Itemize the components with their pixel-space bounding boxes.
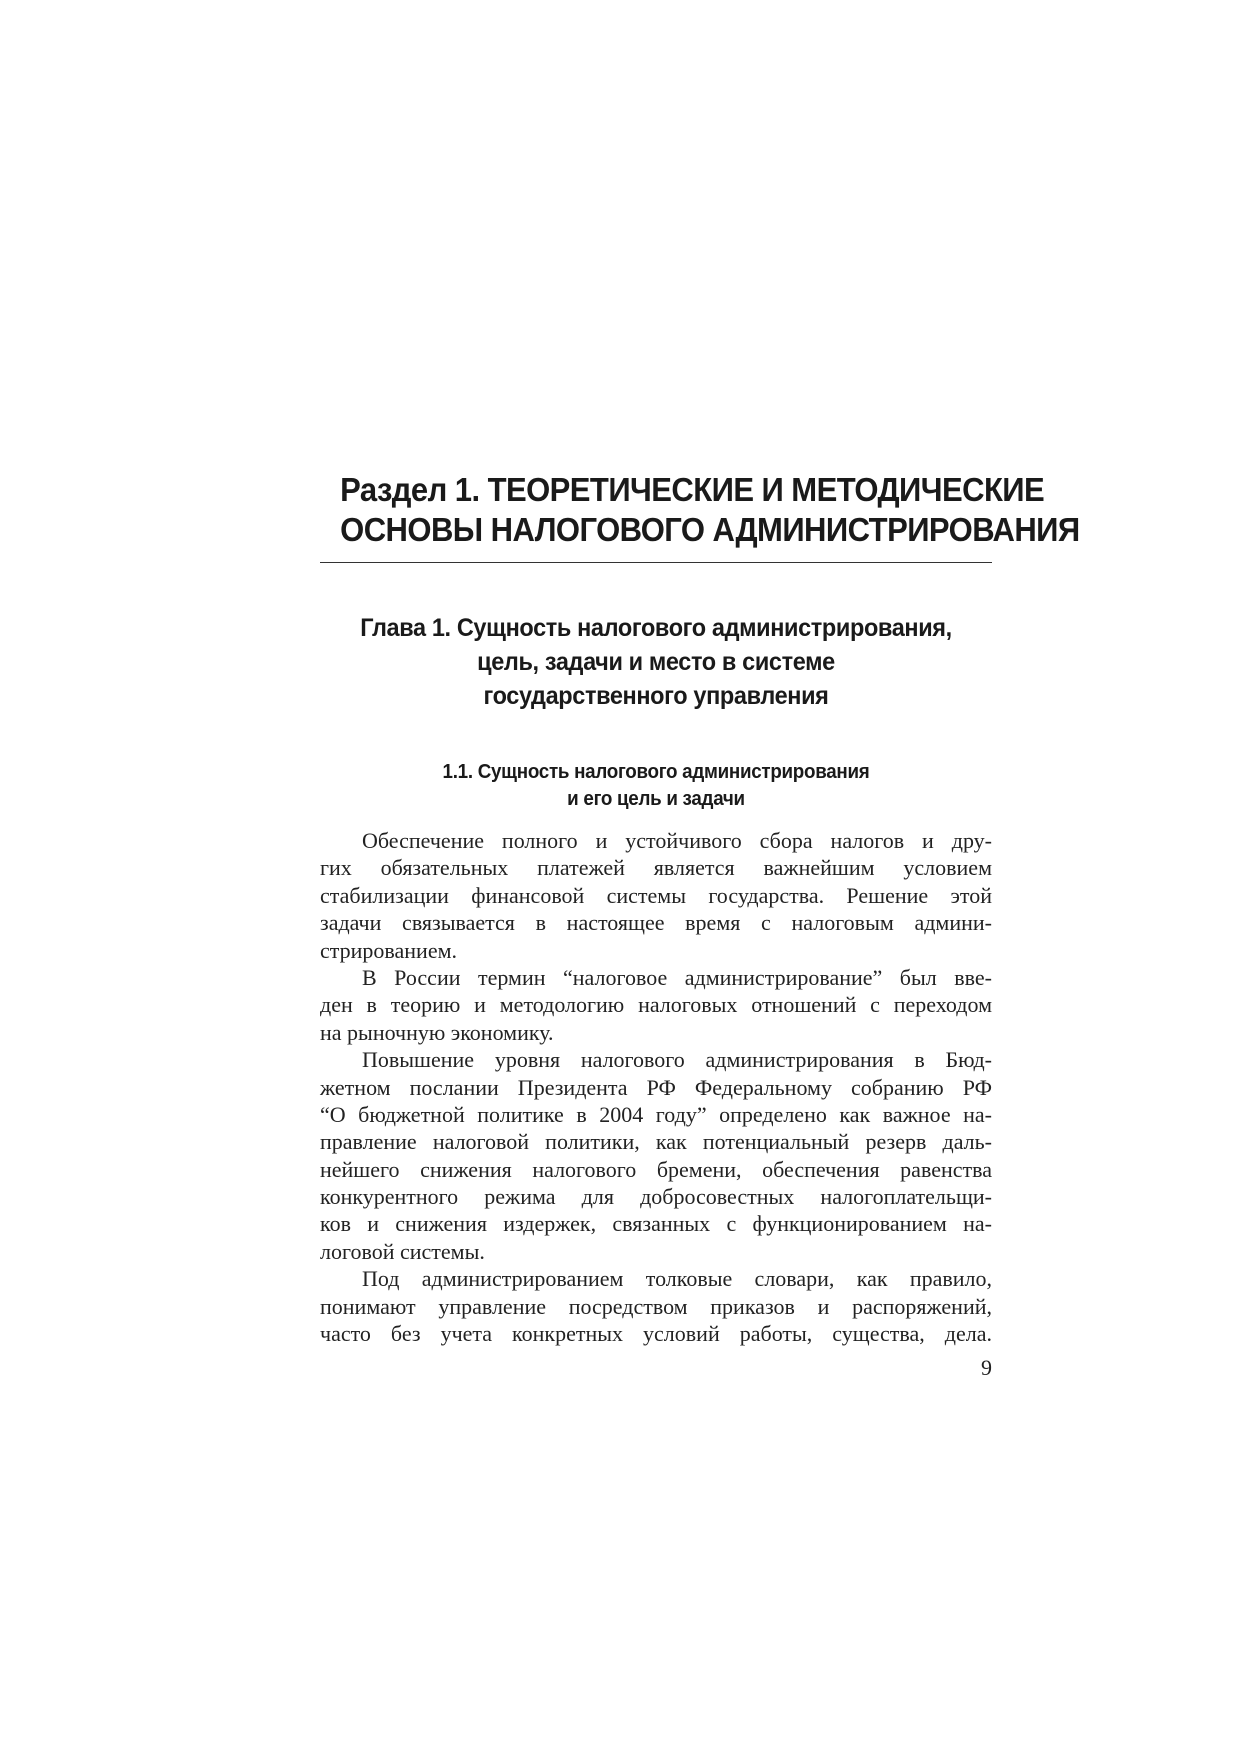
text-line: задачи связывается в настоящее время с налоговым админи- — [320, 910, 992, 936]
page-content — [320, 470, 1080, 1347]
text-line: понимают управление посредством приказов и распоряжений, — [320, 1293, 992, 1319]
text-line: Обеспечение полного и устойчивого сбора налогов и дру- — [362, 828, 992, 853]
subsection-title-line: и его цель и задачи — [567, 788, 745, 810]
text-line: конкурентного режима для добросовестных налогоплательщи- — [320, 1184, 992, 1210]
text-line: “О бюджетной политике в 2004 году” определено как важное на- — [320, 1101, 992, 1127]
subsection-title — [340, 759, 972, 813]
paragraph — [320, 964, 992, 1046]
text-line: стрированием. — [320, 937, 458, 963]
chapter-title-line: цель, задачи и место в системе — [477, 648, 835, 676]
text-line: нейшего снижения налогового бремени, обеспечения равенства — [320, 1156, 992, 1182]
paragraph — [320, 827, 992, 964]
section-title-line: Раздел 1. ТЕОРЕТИЧЕСКИЕ И МЕТОДИЧЕСКИЕ — [340, 471, 1045, 508]
section-divider — [320, 562, 992, 563]
subsection-title-line: 1.1. Сущность налогового администрирования — [442, 761, 870, 783]
text-line: гих обязательных платежей является важнейшим условием — [320, 855, 992, 881]
chapter-title-line: Глава 1. Сущность налогового администрирования, — [360, 614, 952, 642]
text-line: логовой системы. — [320, 1238, 485, 1264]
body-text — [320, 827, 992, 1347]
text-line: правление налоговой политики, как потенциальный резерв даль- — [320, 1129, 992, 1155]
text-line: Под администрированием толковые словари, как правило, — [362, 1266, 992, 1292]
paragraph — [320, 1265, 992, 1347]
section-title — [340, 470, 1080, 550]
section-title-line: ОСНОВЫ НАЛОГОВОГО АДМИНИСТРИРОВАНИЯ — [340, 511, 1080, 548]
paragraph — [320, 1046, 992, 1265]
text-line: В России термин “налоговое администрирование” был вве- — [362, 964, 992, 990]
chapter-title-line: государственного управления — [483, 682, 829, 710]
text-line: ков и снижения издержек, связанных с функционированием на- — [320, 1211, 992, 1237]
text-line: Повышение уровня налогового администрирования в Бюд- — [362, 1047, 992, 1073]
page-number: 9 — [981, 1355, 992, 1380]
text-line: стабилизации финансовой системы государства. Решение этой — [320, 882, 992, 908]
text-line: жетном послании Президента РФ Федеральному собранию РФ — [320, 1074, 992, 1100]
text-line: на рыночную экономику. — [320, 1019, 554, 1045]
chapter-title — [340, 611, 972, 713]
text-line: часто без учета конкретных условий работы, существа, дела. — [320, 1321, 992, 1347]
text-line: ден в теорию и методологию налоговых отношений с переходом — [320, 992, 992, 1018]
